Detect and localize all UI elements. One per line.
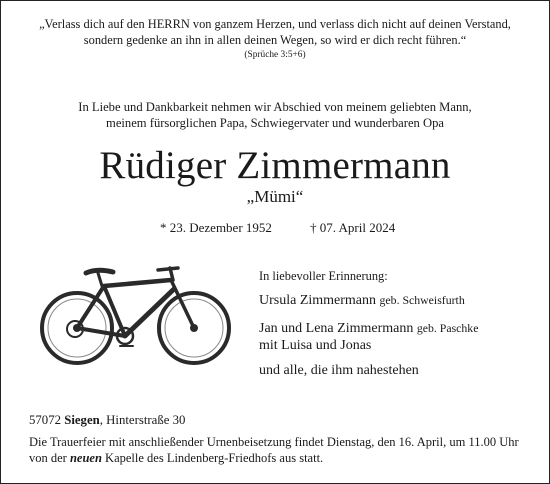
service-line-2-start: von der bbox=[29, 451, 70, 465]
funeral-service-info bbox=[29, 434, 519, 466]
mourner-name: mit Luisa und Jonas bbox=[259, 338, 372, 353]
mourner-maiden-name: geb. Schweisfurth bbox=[379, 293, 465, 307]
mourner-name: Jan und Lena Zimmermann bbox=[259, 321, 414, 336]
address-city: Siegen bbox=[64, 413, 100, 427]
mourner-name: Ursula Zimmermann bbox=[259, 293, 377, 308]
verse-source: (Sprüche 3:5+6) bbox=[244, 50, 306, 60]
deceased-name: Rüdiger Zimmermann bbox=[99, 144, 451, 187]
mourner-entry bbox=[259, 337, 371, 355]
address-street: , Hinterstraße 30 bbox=[99, 413, 186, 427]
deceased-nickname: „Mümi“ bbox=[246, 187, 304, 206]
mourner-entry bbox=[259, 362, 419, 380]
birth-date: * 23. Dezember 1952 bbox=[160, 220, 272, 235]
service-line-2 bbox=[29, 450, 519, 466]
mourner-name: und alle, die ihm nahestehen bbox=[259, 363, 419, 378]
verse-line-1: „Verlass dich auf den HERRN von ganzem Herzen, und verlass dich nicht auf deinen Verstand, bbox=[39, 17, 511, 31]
intro-text bbox=[1, 99, 549, 131]
service-line-1: Die Trauerfeier mit anschließender Urnenbeisetzung findet Dienstag, den 16. April, um 11.00 Uhr bbox=[29, 435, 519, 449]
bicycle-icon bbox=[31, 256, 241, 368]
mourner-entry bbox=[259, 319, 478, 338]
death-date: † 07. April 2024 bbox=[310, 220, 396, 235]
mourner-maiden-name: geb. Paschke bbox=[416, 321, 479, 335]
contact-address bbox=[29, 413, 185, 428]
mourners-heading: In liebevoller Erinnerung: bbox=[259, 269, 388, 283]
verse-line-2: sondern gedenke an ihn in allen deinen Wegen, so wird er dich recht führen.“ bbox=[83, 33, 467, 47]
mourner-entry bbox=[259, 291, 465, 310]
service-line-2-end: Kapelle des Lindenberg-Friedhofs aus statt. bbox=[101, 451, 324, 465]
service-emphasis: neuen bbox=[69, 451, 102, 465]
intro-line-2: meinem fürsorglichen Papa, Schwiegervater und wunderbaren Opa bbox=[106, 116, 444, 130]
address-zip: 57072 bbox=[29, 413, 61, 427]
intro-line-1: In Liebe und Dankbarkeit nehmen wir Abschied von meinem geliebten Mann, bbox=[78, 100, 472, 114]
bible-verse bbox=[1, 16, 549, 48]
